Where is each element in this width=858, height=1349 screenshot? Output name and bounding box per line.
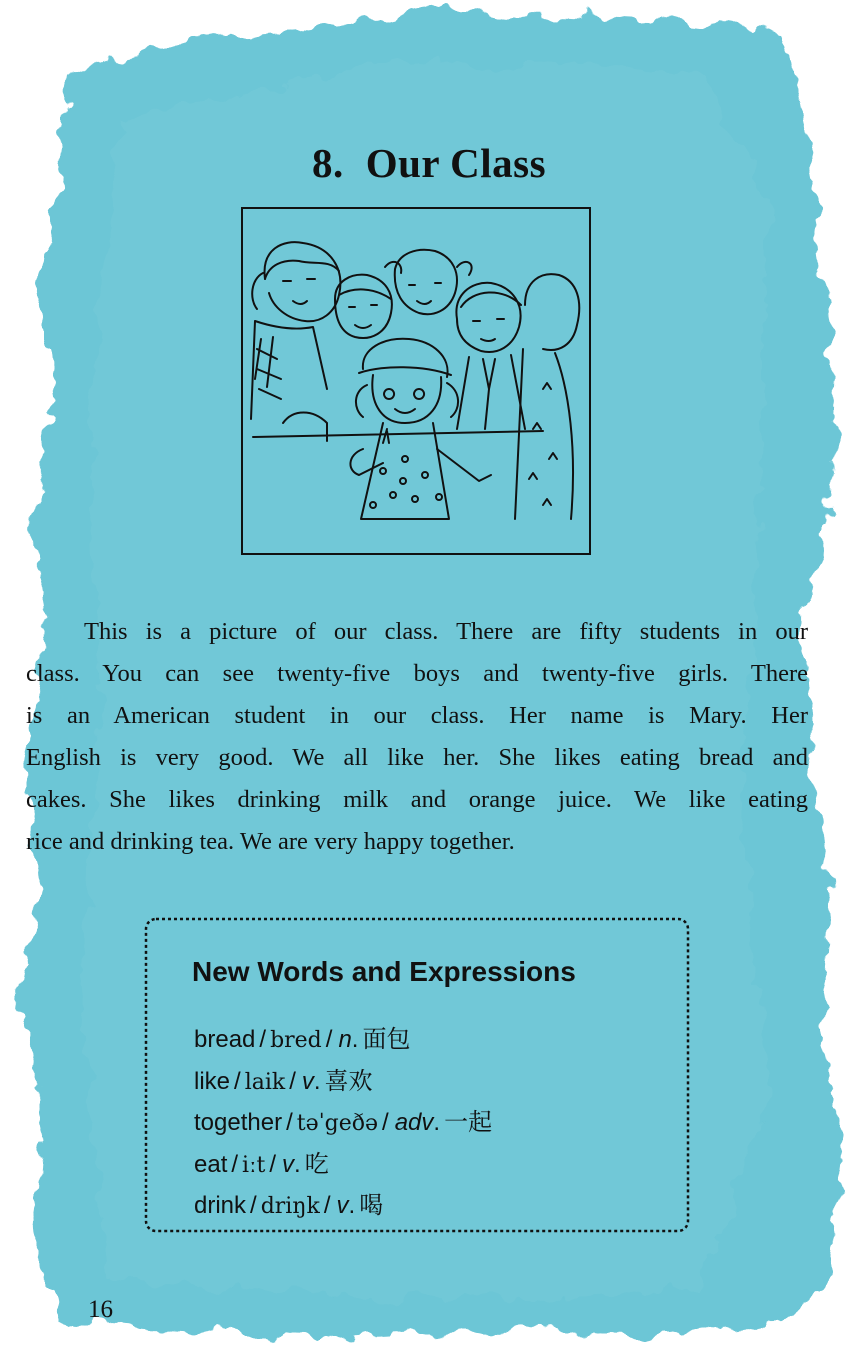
lesson-title-text: Our Class xyxy=(365,140,547,187)
entry-phonetic: laik xyxy=(244,1069,286,1095)
story-line: cakes. She likes drinking milk and orange juice. We like eating xyxy=(26,786,808,813)
entry-word: bread xyxy=(194,1026,256,1053)
vocabulary-entry: like / laik / v. 喜欢 xyxy=(194,1066,373,1095)
vocabulary-entry: bread / bred / n. 面包 xyxy=(194,1025,411,1053)
vocabulary-title: New Words and Expressions xyxy=(192,956,576,987)
entry-meaning: 喜欢 xyxy=(324,1066,373,1095)
entry-meaning: 面包 xyxy=(362,1025,411,1053)
entry-meaning: 一起 xyxy=(444,1108,493,1136)
entry-word: eat xyxy=(194,1150,228,1178)
story-line: English is very good. We all like her. She likes eating bread and xyxy=(26,744,808,771)
vocabulary-entry: eat / iːt / v. 吃 xyxy=(194,1149,329,1178)
lesson-number: 8. xyxy=(311,140,344,187)
entry-word: like xyxy=(194,1067,231,1095)
page-number: 16 xyxy=(88,1296,113,1323)
story-paragraph xyxy=(26,611,808,863)
entry-part-of-speech: n xyxy=(338,1026,352,1053)
vocabulary-box xyxy=(143,916,691,1234)
entry-phonetic: bred xyxy=(270,1028,322,1053)
entry-meaning: 喝 xyxy=(359,1191,384,1219)
story-line: class. You can see twenty-five boys and twenty-five girls. There xyxy=(26,660,808,687)
entry-phonetic: driŋk xyxy=(260,1194,320,1219)
entry-part-of-speech: v xyxy=(282,1150,295,1178)
lesson-title xyxy=(0,139,858,187)
story-line: rice and drinking tea. We are very happy together. xyxy=(26,828,515,855)
vocabulary-entry: together / təˈgeðə / adv. 一起 xyxy=(194,1108,493,1136)
entry-word: together xyxy=(194,1109,283,1136)
class-illustration xyxy=(241,207,591,555)
entry-phonetic: iːt xyxy=(242,1152,266,1178)
story-line: This is a picture of our class. There are fifty students in our xyxy=(84,618,808,645)
entry-part-of-speech: v xyxy=(301,1067,314,1095)
vocabulary-entry: drink / driŋk / v. 喝 xyxy=(194,1191,384,1219)
entry-meaning: 吃 xyxy=(304,1149,329,1178)
story-line: is an American student in our class. Her name is Mary. Her xyxy=(26,702,808,729)
entry-word: drink xyxy=(194,1192,247,1219)
entry-phonetic: təˈgeðə xyxy=(296,1111,379,1136)
vocabulary-list xyxy=(194,1019,492,1227)
entry-part-of-speech: v xyxy=(336,1192,349,1219)
entry-part-of-speech: adv xyxy=(394,1109,434,1136)
